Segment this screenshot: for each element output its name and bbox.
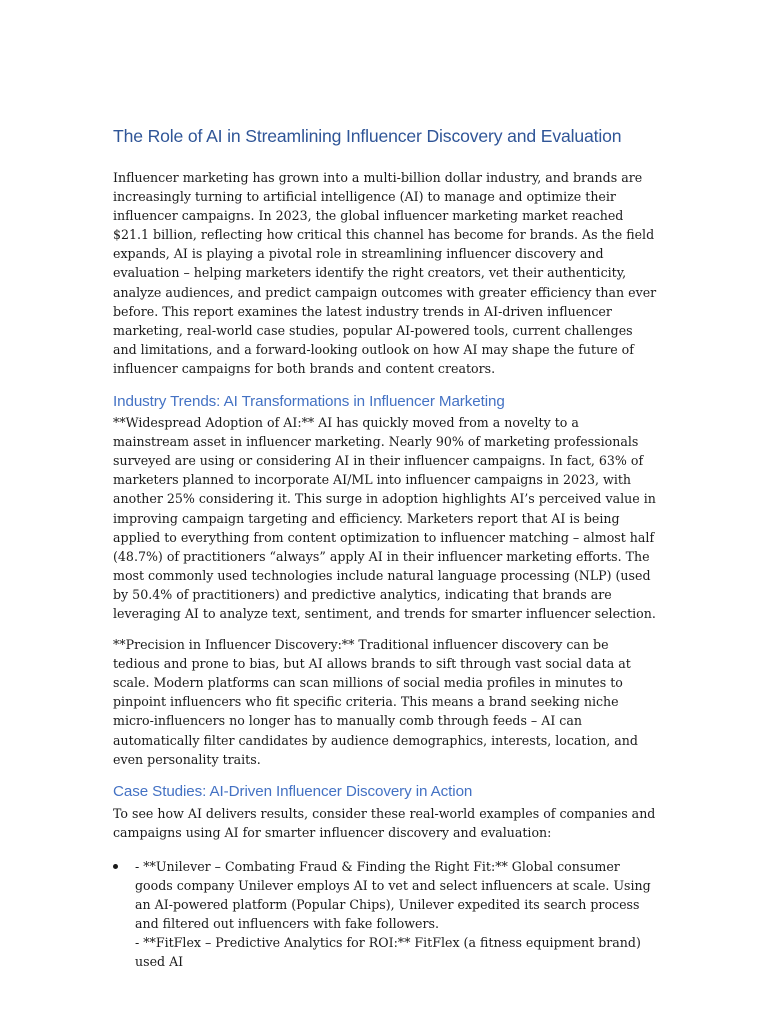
trends-heading: Industry Trends: AI Transformations in Influencer Marketing bbox=[113, 393, 505, 411]
bullet-icon bbox=[113, 864, 118, 869]
intro-paragraph: Influencer marketing has grown into a multi-billion dollar industry, and brands are increasingly turning to artificial intelligence (AI) to manage and optimize their influencer campaigns. In 2023, the global influencer marketing market reached $21.1 billion, reflecting how critical this channel has become for brands. As the field expands, AI is playing a pivotal role in streamlining influencer discovery and evaluation – helping marketers identify the right creators, vet their authenticity, analyze audiences, and predict campaign outcomes with greater efficiency than ever before. This report examines the latest industry trends in AI-driven influencer marketing, real-world case studies, popular AI-powered tools, current challenges and limitations, and a forward-looking outlook on how AI may shape the future of influencer campaigns for both brands and content creators. bbox=[113, 170, 657, 376]
document-title: The Role of AI in Streamlining Influencer Discovery and Evaluation bbox=[113, 126, 622, 146]
case-studies-list bbox=[113, 857, 658, 972]
document-page bbox=[113, 124, 658, 971]
case-fitflex-text: - **FitFlex – Predictive Analytics for ROI:** FitFlex (a fitness equipment brand) used AI bbox=[135, 935, 641, 970]
case-studies-heading: Case Studies: AI-Driven Influencer Discovery in Action bbox=[113, 782, 473, 800]
adoption-paragraph: **Widespread Adoption of AI:** AI has quickly moved from a novelty to a mainstream asset in influencer marketing. Nearly 90% of marketing professionals surveyed are using or considering AI in their influencer campaigns. In fact, 63% of marketers planned to incorporate AI/ML into influencer campaigns in 2023, with another 25% considering it. This surge in adoption highlights AI’s perceived value in improving campaign targeting and efficiency. Marketers report that AI is being applied to everything from content optimization to influencer matching – almost half (48.7%) of practitioners “always” apply AI in their influencer marketing efforts. The most commonly used technologies include natural language processing (NLP) (used by 50.4% of practitioners) and predictive analytics, indicating that brands are leveraging AI to analyze text, sentiment, and trends for smarter influencer selection. bbox=[113, 415, 656, 621]
case-unilever-text: - **Unilever – Combating Fraud & Finding the Right Fit:** Global consumer goods company Unilever employs AI to vet and select influencers at scale. Using an AI-powered platform (Popular Chips), Unilever expedited its search process and filtered out influencers with fake followers. bbox=[135, 858, 651, 932]
discovery-paragraph: **Precision in Influencer Discovery:** Traditional influencer discovery can be tedious and prone to bias, but AI allows brands to sift through vast social data at scale. Modern platforms can scan millions of social media profiles in minutes to pinpoint influencers who fit specific criteria. This means a brand seeking niche micro-influencers no longer has to manually comb through feeds – AI can automatically filter candidates by audience demographics, interests, location, and even personality traits. bbox=[113, 637, 638, 767]
list-item bbox=[113, 857, 658, 972]
case-studies-intro: To see how AI delivers results, consider these real-world examples of companies and campaigns using AI for smarter influencer discovery and evaluation: bbox=[113, 805, 656, 840]
